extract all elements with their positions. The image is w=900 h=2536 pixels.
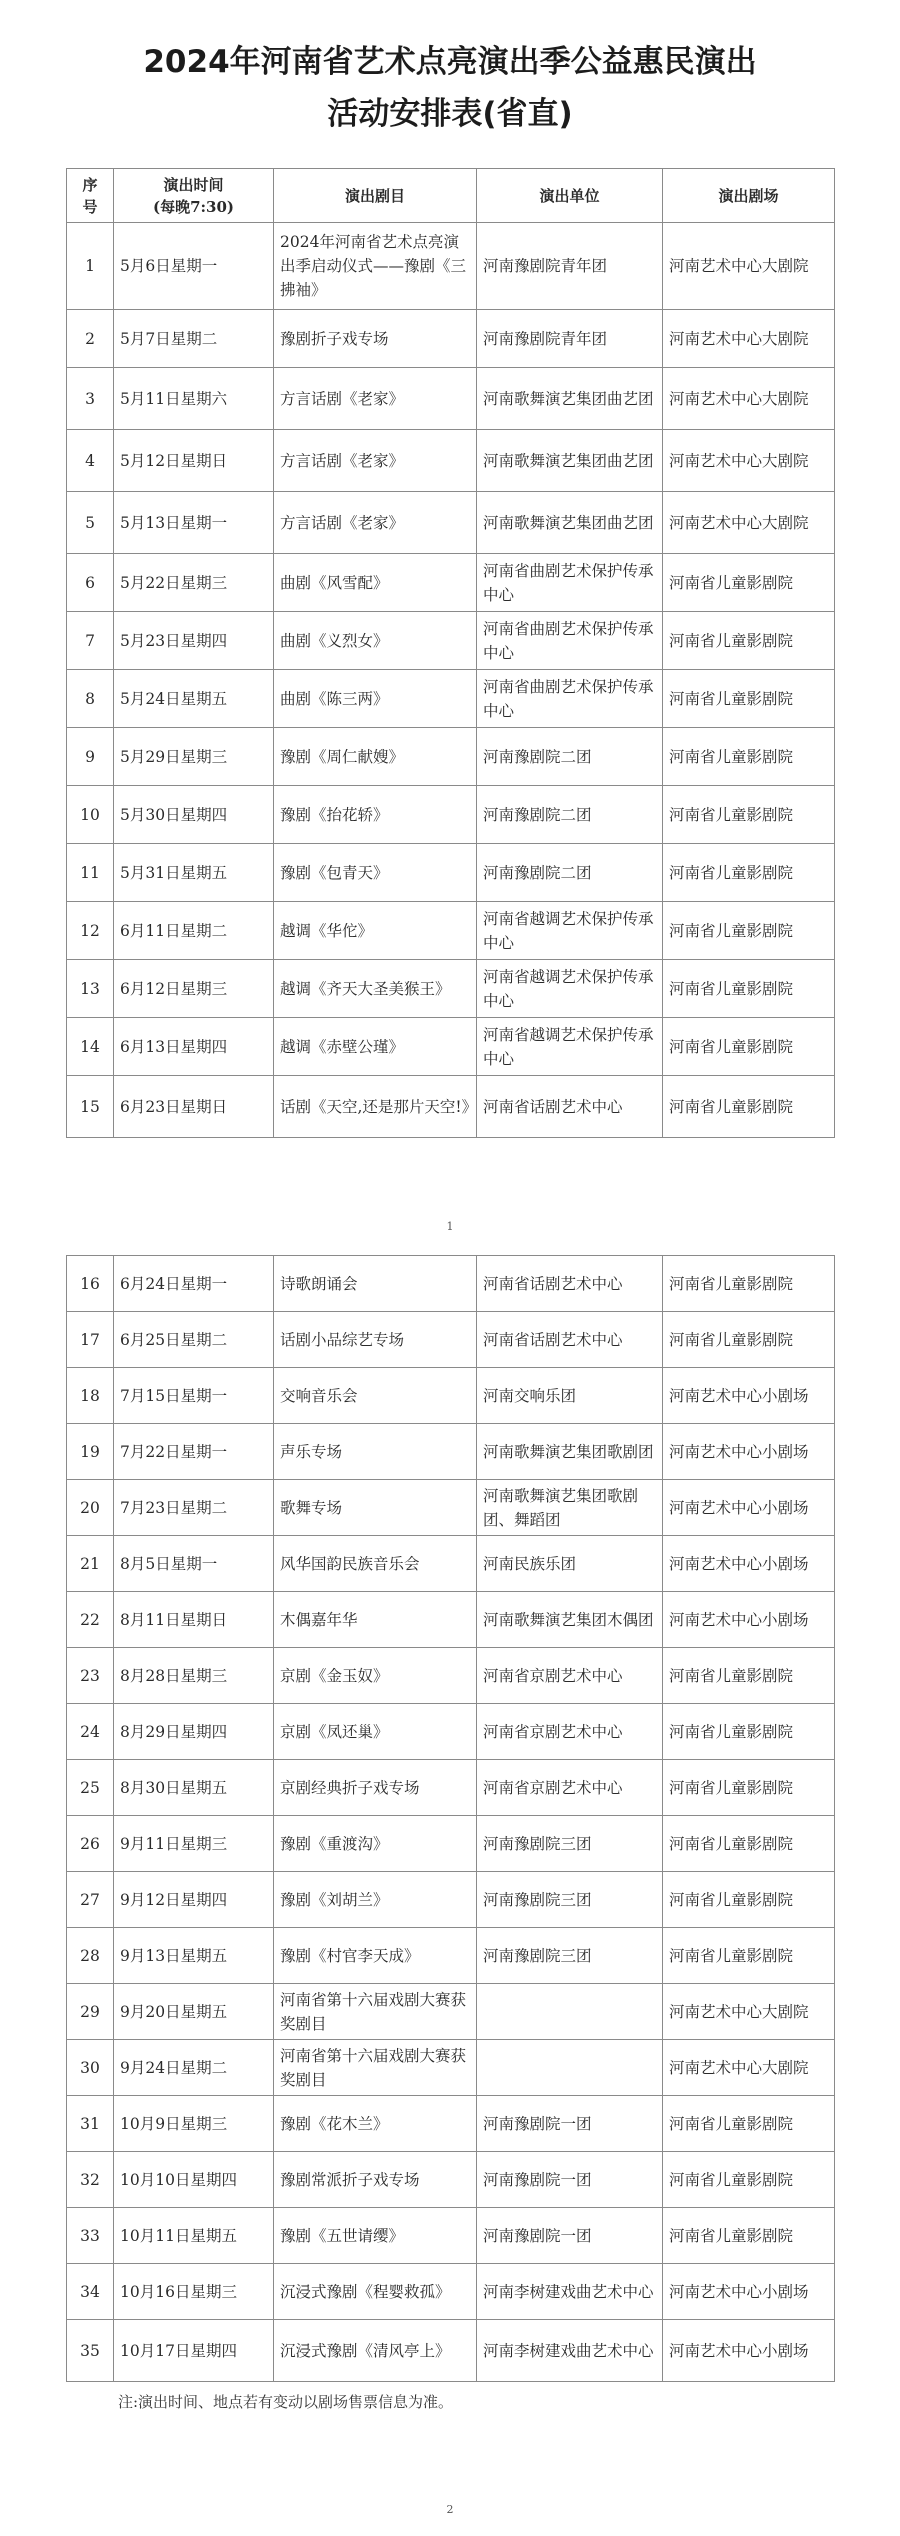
cell-program: 沉浸式豫剧《清风亭上》 — [274, 2320, 477, 2382]
cell-date: 8月28日星期三 — [114, 1648, 274, 1704]
cell-date: 7月23日星期二 — [114, 1480, 274, 1536]
cell-unit: 河南豫剧院三团 — [477, 1872, 663, 1928]
cell-program: 豫剧《五世请缨》 — [274, 2208, 477, 2264]
cell-date: 10月16日星期三 — [114, 2264, 274, 2320]
table-row — [67, 2264, 835, 2320]
cell-unit: 河南省京剧艺术中心 — [477, 1648, 663, 1704]
header-venue: 演出剧场 — [663, 169, 835, 223]
cell-program: 豫剧《抬花轿》 — [274, 786, 477, 844]
cell-venue: 河南省儿童影剧院 — [663, 844, 835, 902]
cell-unit: 河南豫剧院青年团 — [477, 310, 663, 368]
table-row — [67, 2152, 835, 2208]
cell-date: 8月11日星期日 — [114, 1592, 274, 1648]
cell-date: 9月20日星期五 — [114, 1984, 274, 2040]
cell-unit: 河南李树建戏曲艺术中心 — [477, 2320, 663, 2382]
table-row — [67, 786, 835, 844]
cell-unit: 河南豫剧院一团 — [477, 2096, 663, 2152]
cell-no: 8 — [67, 670, 114, 728]
schedule-table-page-2 — [66, 1255, 835, 2382]
table-row — [67, 670, 835, 728]
cell-no: 9 — [67, 728, 114, 786]
page-title — [0, 36, 900, 140]
cell-unit: 河南豫剧院二团 — [477, 728, 663, 786]
cell-no: 30 — [67, 2040, 114, 2096]
cell-no: 16 — [67, 1256, 114, 1312]
cell-venue: 河南省儿童影剧院 — [663, 960, 835, 1018]
cell-unit: 河南省话剧艺术中心 — [477, 1312, 663, 1368]
cell-no: 18 — [67, 1368, 114, 1424]
cell-date: 6月13日星期四 — [114, 1018, 274, 1076]
table-row — [67, 223, 835, 310]
table-row — [67, 492, 835, 554]
cell-program: 豫剧《周仁献嫂》 — [274, 728, 477, 786]
cell-program: 歌舞专场 — [274, 1480, 477, 1536]
cell-unit: 河南民族乐团 — [477, 1536, 663, 1592]
cell-venue: 河南省儿童影剧院 — [663, 612, 835, 670]
table-row — [67, 1256, 835, 1312]
cell-venue: 河南艺术中心小剧场 — [663, 1368, 835, 1424]
cell-date: 9月11日星期三 — [114, 1816, 274, 1872]
cell-no: 27 — [67, 1872, 114, 1928]
table-row — [67, 1592, 835, 1648]
cell-date: 10月11日星期五 — [114, 2208, 274, 2264]
cell-no: 19 — [67, 1424, 114, 1480]
cell-date: 5月7日星期二 — [114, 310, 274, 368]
cell-program: 京剧《凤还巢》 — [274, 1704, 477, 1760]
cell-unit: 河南省京剧艺术中心 — [477, 1704, 663, 1760]
cell-no: 14 — [67, 1018, 114, 1076]
cell-date: 5月30日星期四 — [114, 786, 274, 844]
cell-program: 木偶嘉年华 — [274, 1592, 477, 1648]
table-row — [67, 2208, 835, 2264]
cell-unit: 河南省曲剧艺术保护传承中心 — [477, 670, 663, 728]
cell-unit: 河南省京剧艺术中心 — [477, 1760, 663, 1816]
cell-no: 23 — [67, 1648, 114, 1704]
cell-no: 7 — [67, 612, 114, 670]
cell-date: 6月11日星期二 — [114, 902, 274, 960]
table-row — [67, 1018, 835, 1076]
cell-date: 5月23日星期四 — [114, 612, 274, 670]
cell-venue: 河南艺术中心大剧院 — [663, 310, 835, 368]
cell-venue: 河南艺术中心大剧院 — [663, 368, 835, 430]
title-line-1: 2024年河南省艺术点亮演出季公益惠民演出 — [143, 44, 757, 80]
cell-venue: 河南艺术中心大剧院 — [663, 430, 835, 492]
cell-no: 22 — [67, 1592, 114, 1648]
cell-no: 15 — [67, 1076, 114, 1138]
cell-no: 20 — [67, 1480, 114, 1536]
cell-venue: 河南艺术中心小剧场 — [663, 2264, 835, 2320]
cell-date: 6月12日星期三 — [114, 960, 274, 1018]
cell-no: 13 — [67, 960, 114, 1018]
cell-venue: 河南省儿童影剧院 — [663, 1704, 835, 1760]
cell-venue: 河南艺术中心大剧院 — [663, 2040, 835, 2096]
cell-venue: 河南艺术中心小剧场 — [663, 1480, 835, 1536]
cell-no: 2 — [67, 310, 114, 368]
cell-program: 越调《齐天大圣美猴王》 — [274, 960, 477, 1018]
cell-no: 21 — [67, 1536, 114, 1592]
cell-venue: 河南省儿童影剧院 — [663, 728, 835, 786]
title-line-2: 活动安排表(省直) — [327, 96, 573, 132]
table-row — [67, 1816, 835, 1872]
cell-program: 豫剧常派折子戏专场 — [274, 2152, 477, 2208]
cell-unit: 河南豫剧院一团 — [477, 2152, 663, 2208]
table-row — [67, 1872, 835, 1928]
cell-no: 6 — [67, 554, 114, 612]
cell-program: 京剧经典折子戏专场 — [274, 1760, 477, 1816]
cell-venue: 河南省儿童影剧院 — [663, 1648, 835, 1704]
cell-venue: 河南省儿童影剧院 — [663, 1076, 835, 1138]
cell-no: 24 — [67, 1704, 114, 1760]
header-unit: 演出单位 — [477, 169, 663, 223]
cell-no: 34 — [67, 2264, 114, 2320]
cell-venue: 河南艺术中心小剧场 — [663, 2320, 835, 2382]
table-row — [67, 728, 835, 786]
cell-program: 豫剧《花木兰》 — [274, 2096, 477, 2152]
cell-no: 10 — [67, 786, 114, 844]
cell-no: 28 — [67, 1928, 114, 1984]
cell-date: 7月22日星期一 — [114, 1424, 274, 1480]
table-row — [67, 430, 835, 492]
cell-no: 29 — [67, 1984, 114, 2040]
cell-unit: 河南歌舞演艺集团木偶团 — [477, 1592, 663, 1648]
cell-program: 2024年河南省艺术点亮演出季启动仪式——豫剧《三拂袖》 — [274, 223, 477, 310]
header-time-line-2: (每晚7:30) — [152, 197, 235, 216]
footnote: 注:演出时间、地点若有变动以剧场售票信息为准。 — [118, 2393, 454, 2411]
table-row — [67, 1760, 835, 1816]
cell-date: 5月22日星期三 — [114, 554, 274, 612]
cell-unit: 河南豫剧院三团 — [477, 1816, 663, 1872]
header-no-line-2: 号 — [82, 197, 98, 216]
cell-venue: 河南省儿童影剧院 — [663, 2152, 835, 2208]
cell-unit: 河南豫剧院三团 — [477, 1928, 663, 1984]
cell-no: 5 — [67, 492, 114, 554]
cell-venue: 河南省儿童影剧院 — [663, 902, 835, 960]
cell-venue: 河南艺术中心大剧院 — [663, 1984, 835, 2040]
cell-program: 交响音乐会 — [274, 1368, 477, 1424]
cell-venue: 河南省儿童影剧院 — [663, 1312, 835, 1368]
cell-venue: 河南省儿童影剧院 — [663, 1256, 835, 1312]
cell-venue: 河南艺术中心小剧场 — [663, 1592, 835, 1648]
table-row — [67, 1536, 835, 1592]
cell-program: 方言话剧《老家》 — [274, 368, 477, 430]
header-time-line-1: 演出时间 — [163, 175, 224, 194]
cell-program: 曲剧《义烈女》 — [274, 612, 477, 670]
cell-unit: 河南歌舞演艺集团曲艺团 — [477, 430, 663, 492]
cell-date: 5月29日星期三 — [114, 728, 274, 786]
table-row — [67, 1984, 835, 2040]
table-row — [67, 2096, 835, 2152]
header-time — [114, 169, 274, 223]
table-row — [67, 1648, 835, 1704]
cell-unit: 河南歌舞演艺集团歌剧团 — [477, 1424, 663, 1480]
cell-program: 越调《华佗》 — [274, 902, 477, 960]
cell-no: 26 — [67, 1816, 114, 1872]
cell-unit: 河南歌舞演艺集团歌剧团、舞蹈团 — [477, 1480, 663, 1536]
cell-date: 10月9日星期三 — [114, 2096, 274, 2152]
cell-venue: 河南省儿童影剧院 — [663, 1872, 835, 1928]
schedule-table-page-1 — [66, 168, 835, 1138]
table-row — [67, 612, 835, 670]
page-number-1: 1 — [446, 1220, 454, 1233]
cell-unit: 河南李树建戏曲艺术中心 — [477, 2264, 663, 2320]
cell-unit: 河南豫剧院二团 — [477, 844, 663, 902]
cell-date: 5月12日星期日 — [114, 430, 274, 492]
cell-program: 沉浸式豫剧《程婴救孤》 — [274, 2264, 477, 2320]
cell-unit: 河南省越调艺术保护传承中心 — [477, 902, 663, 960]
cell-unit: 河南歌舞演艺集团曲艺团 — [477, 368, 663, 430]
cell-unit: 河南豫剧院二团 — [477, 786, 663, 844]
cell-no: 17 — [67, 1312, 114, 1368]
cell-venue: 河南艺术中心小剧场 — [663, 1424, 835, 1480]
cell-no: 4 — [67, 430, 114, 492]
cell-venue: 河南省儿童影剧院 — [663, 2208, 835, 2264]
cell-unit: 河南豫剧院青年团 — [477, 223, 663, 310]
cell-program: 豫剧《重渡沟》 — [274, 1816, 477, 1872]
cell-program: 曲剧《陈三两》 — [274, 670, 477, 728]
table-row — [67, 902, 835, 960]
table-row — [67, 1368, 835, 1424]
cell-program: 诗歌朗诵会 — [274, 1256, 477, 1312]
cell-date: 6月25日星期二 — [114, 1312, 274, 1368]
cell-venue: 河南省儿童影剧院 — [663, 786, 835, 844]
cell-venue: 河南省儿童影剧院 — [663, 1816, 835, 1872]
cell-no: 31 — [67, 2096, 114, 2152]
cell-venue: 河南省儿童影剧院 — [663, 1760, 835, 1816]
cell-program: 豫剧《刘胡兰》 — [274, 1872, 477, 1928]
cell-program: 风华国韵民族音乐会 — [274, 1536, 477, 1592]
cell-venue: 河南艺术中心小剧场 — [663, 1536, 835, 1592]
cell-no: 33 — [67, 2208, 114, 2264]
cell-date: 8月30日星期五 — [114, 1760, 274, 1816]
cell-date: 8月29日星期四 — [114, 1704, 274, 1760]
table-row — [67, 1704, 835, 1760]
cell-program: 话剧小品综艺专场 — [274, 1312, 477, 1368]
cell-no: 1 — [67, 223, 114, 310]
cell-date: 9月24日星期二 — [114, 2040, 274, 2096]
cell-date: 5月6日星期一 — [114, 223, 274, 310]
cell-no: 3 — [67, 368, 114, 430]
cell-venue: 河南艺术中心大剧院 — [663, 223, 835, 310]
cell-program: 豫剧《村官李天成》 — [274, 1928, 477, 1984]
cell-no: 11 — [67, 844, 114, 902]
table-row — [67, 554, 835, 612]
cell-unit: 河南歌舞演艺集团曲艺团 — [477, 492, 663, 554]
cell-venue: 河南艺术中心大剧院 — [663, 492, 835, 554]
cell-program: 方言话剧《老家》 — [274, 430, 477, 492]
cell-venue: 河南省儿童影剧院 — [663, 2096, 835, 2152]
table-row — [67, 1424, 835, 1480]
cell-unit: 河南省曲剧艺术保护传承中心 — [477, 554, 663, 612]
cell-date: 7月15日星期一 — [114, 1368, 274, 1424]
cell-date: 5月31日星期五 — [114, 844, 274, 902]
table-row — [67, 2040, 835, 2096]
cell-unit: 河南省话剧艺术中心 — [477, 1076, 663, 1138]
cell-no: 25 — [67, 1760, 114, 1816]
cell-unit: 河南豫剧院一团 — [477, 2208, 663, 2264]
cell-unit: 河南省话剧艺术中心 — [477, 1256, 663, 1312]
cell-unit: 河南交响乐团 — [477, 1368, 663, 1424]
cell-program: 曲剧《风雪配》 — [274, 554, 477, 612]
header-no — [67, 169, 114, 223]
cell-program: 声乐专场 — [274, 1424, 477, 1480]
table-header-row — [67, 169, 835, 223]
cell-date: 10月17日星期四 — [114, 2320, 274, 2382]
cell-no: 32 — [67, 2152, 114, 2208]
cell-unit: 河南省越调艺术保护传承中心 — [477, 960, 663, 1018]
table-row — [67, 310, 835, 368]
cell-venue: 河南省儿童影剧院 — [663, 554, 835, 612]
cell-venue: 河南省儿童影剧院 — [663, 1928, 835, 1984]
cell-unit: 河南省曲剧艺术保护传承中心 — [477, 612, 663, 670]
header-no-line-1: 序 — [82, 175, 98, 194]
cell-program: 河南省第十六届戏剧大赛获奖剧目 — [274, 2040, 477, 2096]
table-row — [67, 2320, 835, 2382]
cell-program: 河南省第十六届戏剧大赛获奖剧目 — [274, 1984, 477, 2040]
page-number-2: 2 — [446, 2503, 454, 2516]
cell-no: 35 — [67, 2320, 114, 2382]
cell-program: 话剧《天空,还是那片天空!》 — [274, 1076, 477, 1138]
table-row — [67, 1480, 835, 1536]
table-row — [67, 844, 835, 902]
table-row — [67, 1928, 835, 1984]
cell-no: 12 — [67, 902, 114, 960]
cell-date: 6月23日星期日 — [114, 1076, 274, 1138]
cell-program: 越调《赤壁公瑾》 — [274, 1018, 477, 1076]
cell-date: 8月5日星期一 — [114, 1536, 274, 1592]
cell-program: 京剧《金玉奴》 — [274, 1648, 477, 1704]
cell-unit: 河南省越调艺术保护传承中心 — [477, 1018, 663, 1076]
cell-date: 6月24日星期一 — [114, 1256, 274, 1312]
cell-date: 5月11日星期六 — [114, 368, 274, 430]
cell-venue: 河南省儿童影剧院 — [663, 670, 835, 728]
cell-venue: 河南省儿童影剧院 — [663, 1018, 835, 1076]
cell-program: 豫剧《包青天》 — [274, 844, 477, 902]
table-row — [67, 1312, 835, 1368]
cell-date: 10月10日星期四 — [114, 2152, 274, 2208]
cell-date: 9月12日星期四 — [114, 1872, 274, 1928]
table-row — [67, 368, 835, 430]
cell-program: 豫剧折子戏专场 — [274, 310, 477, 368]
table-row — [67, 1076, 835, 1138]
cell-program: 方言话剧《老家》 — [274, 492, 477, 554]
cell-date: 9月13日星期五 — [114, 1928, 274, 1984]
table-row — [67, 960, 835, 1018]
cell-date: 5月24日星期五 — [114, 670, 274, 728]
cell-date: 5月13日星期一 — [114, 492, 274, 554]
cell-unit — [477, 2040, 663, 2096]
header-program: 演出剧目 — [274, 169, 477, 223]
cell-unit — [477, 1984, 663, 2040]
